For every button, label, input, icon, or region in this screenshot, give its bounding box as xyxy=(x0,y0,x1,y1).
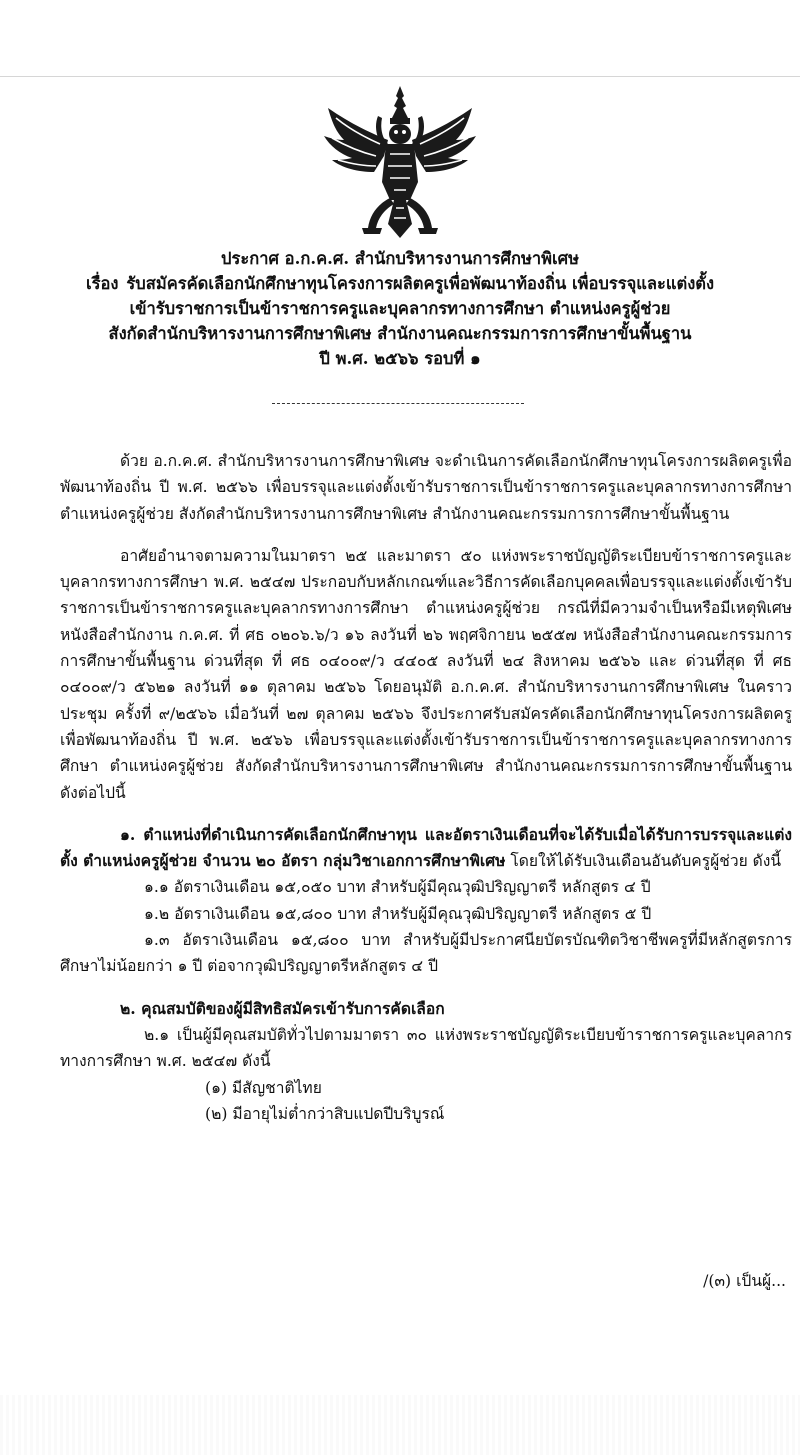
item-2-1: ๒.๑ เป็นผู้มีคุณสมบัติทั่วไปตามมาตรา ๓๐ แห่งพระราชบัญญัติระเบียบข้าราชการครูและบุคลากรทางการศึกษา พ.ศ. ๒๕๔๗ ดังนี้ xyxy=(60,1025,792,1071)
header-divider xyxy=(272,403,524,404)
item-2-1-a: (๑) มีสัญชาติไทย xyxy=(205,1078,322,1097)
section-1 xyxy=(60,822,792,875)
item-1-3: ๑.๓ อัตราเงินเดือน ๑๕,๘๐๐ บาท สำหรับผู้มีประกาศนียบัตรบัณฑิตวิชาชีพครูที่มีหลักสูตรการศึกษาไม่น้อยกว่า ๑ ปี ต่อจากวุฒิปริญญาตรีหลักสูตร ๔ ปี xyxy=(60,931,792,976)
announcement-header xyxy=(20,246,780,371)
header-line-4: สังกัดสำนักบริหารงานการศึกษาพิเศษ สำนักงานคณะกรรมการการศึกษาขั้นพื้นฐาน xyxy=(108,324,692,343)
section-1-title: ๑. ตำแหน่งที่ดำเนินการคัดเลือกนักศึกษาทุน และอัตราเงินเดือนที่จะได้รับเมื่อได้รับการบรรจุและแต่งตั้ง ตำแหน่งครูผู้ช่วย จำนวน ๒๐ อัตรา กลุ่มวิชาเอกการศึกษาพิเศษ xyxy=(60,824,792,871)
item-1-2: ๑.๒ อัตราเงินเดือน ๑๕,๘๐๐ บาท สำหรับผู้มีคุณวุฒิปริญญาตรี หลักสูตร ๕ ปี xyxy=(144,904,652,923)
section-2-title: ๒. คุณสมบัติของผู้มีสิทธิสมัครเข้ารับการคัดเลือก xyxy=(120,998,445,1018)
header-line-3: เข้ารับราชการเป็นข้าราชการครูและบุคลากรทางการศึกษา ตำแหน่งครูผู้ช่วย xyxy=(129,299,671,318)
subject-label: เรื่อง xyxy=(85,274,119,293)
item-1-1: ๑.๑ อัตราเงินเดือน ๑๕,๐๕๐ บาท สำหรับผู้มีคุณวุฒิปริญญาตรี หลักสูตร ๔ ปี xyxy=(144,878,651,897)
header-subject-line xyxy=(20,271,780,296)
item-2-1-b: (๒) มีอายุไม่ต่ำกว่าสิบแปดปีบริบูรณ์ xyxy=(205,1104,445,1123)
garuda-emblem-icon xyxy=(318,82,482,242)
scan-bottom-edge xyxy=(0,1395,800,1455)
paragraph-authority: อาศัยอำนาจตามความในมาตรา ๒๕ และมาตรา ๕๐ แห่งพระราชบัญญัติระเบียบข้าราชการครูและบุคลากรทางการศึกษา พ.ศ. ๒๕๔๗ ประกอบกับหลักเกณฑ์และวิธีการคัดเลือกบุคคลเพื่อบรรจุและแต่งตั้งเข้ารับราชการเป็นข้าราชการครูและบุคลากรทางการศึกษา ตำแหน่งครูผู้ช่วย กรณีที่มีความจำเป็นหรือมีเหตุพิเศษ หนังสือสำนักงาน ก.ค.ศ. ที่ ศธ ๐๒๐๖.๖/ว ๑๖ ลงวันที่ ๒๖ พฤศจิกายน ๒๕๕๗ หนังสือสำนักงานคณะกรรมการการศึกษาขั้นพื้นฐาน ด่วนที่สุด ที่ ศธ ๐๔๐๐๙/ว ๔๔๐๕ ลงวันที่ ๒๔ สิงหาคม ๒๕๖๖ และ ด่วนที่สุด ที่ ศธ ๐๔๐๐๙/ว ๕๖๒๑ ลงวันที่ ๑๑ ตุลาคม ๒๕๖๖ โดยอนุมัติ อ.ก.ค.ศ. สำนักบริหารงานการศึกษาพิเศษ ในคราวประชุม ครั้งที่ ๙/๒๕๖๖ เมื่อวันที่ ๒๗ ตุลาคม ๒๕๖๖ จึงประกาศรับสมัครคัดเลือกนักศึกษาทุนโครงการผลิตครูเพื่อพัฒนาท้องถิ่น ปี พ.ศ. ๒๕๖๖ เพื่อบรรจุและแต่งตั้งเข้ารับราชการเป็นข้าราชการครูและบุคลากรทางการศึกษา ตำแหน่งครูผู้ช่วย สังกัดสำนักบริหารงานการศึกษาพิเศษ สำนักงานคณะกรรมการการศึกษาขั้นพื้นฐาน ดังต่อไปนี้ xyxy=(60,546,792,802)
page-top-edge xyxy=(0,76,800,77)
section-1-rest: โดยให้ได้รับเงินเดือนอันดับครูผู้ช่วย ดังนี้ xyxy=(505,852,782,871)
header-line-1: ประกาศ อ.ก.ค.ศ. สำนักบริหารงานการศึกษาพิเศษ xyxy=(221,249,579,268)
header-line-2: รับสมัครคัดเลือกนักศึกษาทุนโครงการผลิตครูเพื่อพัฒนาท้องถิ่น เพื่อบรรจุและแต่งตั้ง xyxy=(126,274,715,293)
announcement-body xyxy=(60,448,792,1127)
header-line-5: ปี พ.ศ. ๒๕๖๖ รอบที่ ๑ xyxy=(319,349,481,368)
paragraph-intro: ด้วย อ.ก.ค.ศ. สำนักบริหารงานการศึกษาพิเศษ จะดำเนินการคัดเลือกนักศึกษาทุนโครงการผลิตครูเพื่อพัฒนาท้องถิ่น ปี พ.ศ. ๒๕๖๖ เพื่อบรรจุและแต่งตั้งเข้ารับราชการเป็นข้าราชการครูและบุคลากรทางการศึกษา ตำแหน่งครูผู้ช่วย สังกัดสำนักบริหารงานการศึกษาพิเศษ สำนักงานคณะกรรมการการศึกษาขั้นพื้นฐาน xyxy=(60,452,792,523)
continued-marker: /(๓) เป็นผู้... xyxy=(703,1272,786,1290)
